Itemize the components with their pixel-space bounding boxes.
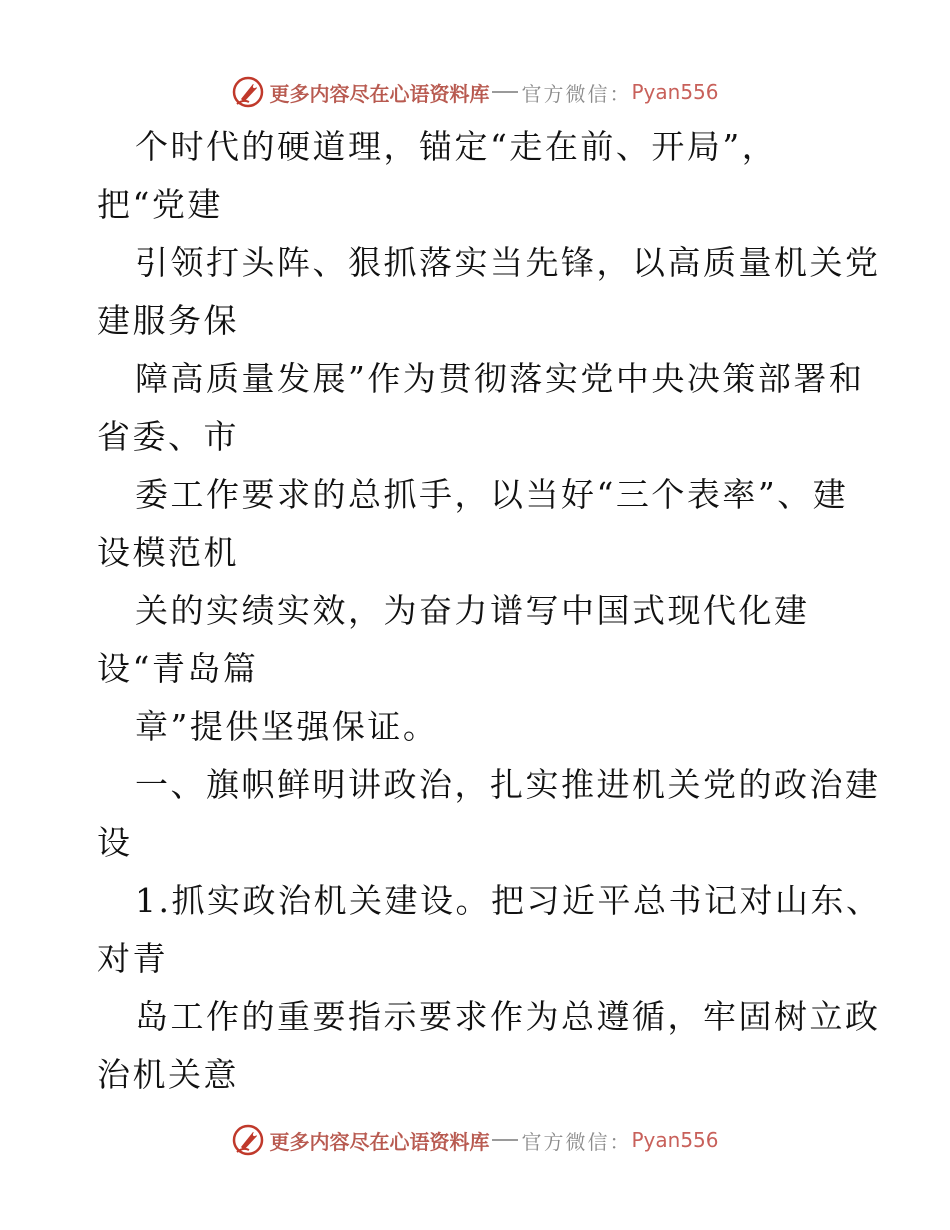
footer-watermark-banner — [0, 1120, 950, 1160]
banner-wechat-label: 官方微信： — [521, 81, 632, 106]
paragraph-line: 设模范机 — [97, 533, 239, 572]
paragraph-line: 建服务保 — [97, 301, 239, 340]
section-heading-line: 一、旗帜鲜明讲政治，扎实推进机关党的政治建 — [135, 765, 881, 804]
paragraph-line: 关的实绩实效，为奋力谱写中国式现代化建 — [135, 591, 810, 630]
banner-wechat-id: Pyan556 — [631, 1128, 719, 1152]
banner-wechat-label: 官方微信： — [521, 1129, 632, 1154]
paragraph-line: 省委、市 — [97, 417, 239, 456]
header-watermark-banner — [0, 72, 950, 112]
paragraph-line: 个时代的硬道理，锚定“走在前、开局”， — [135, 127, 778, 166]
document-body — [97, 118, 882, 1104]
paragraph-line: 把“党建 — [97, 185, 223, 224]
banner-site-text: 更多内容尽在心语资料库 — [269, 81, 490, 106]
paragraph-line: 对青 — [97, 939, 168, 978]
paragraph-line: 岛工作的重要指示要求作为总遵循，牢固树立政 — [135, 997, 881, 1036]
paragraph-line: 1.抓实政治机关建设。把习近平总书记对山东、 — [135, 881, 882, 920]
banner-site-text: 更多内容尽在心语资料库 — [269, 1129, 490, 1154]
banner-dash-separator — [492, 1139, 518, 1141]
banner-wechat-id: Pyan556 — [631, 80, 719, 104]
paragraph-line: 委工作要求的总抓手，以当好“三个表率”、建 — [135, 475, 849, 514]
paragraph-line: 章”提供坚强保证。 — [135, 707, 439, 746]
section-heading-line: 设 — [97, 823, 133, 862]
paragraph-line: 障高质量发展”作为贯彻落实党中央决策部署和 — [135, 359, 865, 398]
pen-nib-logo-icon — [231, 1123, 265, 1157]
paragraph-line: 设“青岛篇 — [97, 649, 259, 688]
paragraph-line: 治机关意 — [97, 1055, 239, 1094]
paragraph-line: 引领打头阵、狠抓落实当先锋，以高质量机关党 — [135, 243, 881, 282]
banner-dash-separator — [492, 91, 518, 93]
pen-nib-logo-icon — [231, 75, 265, 109]
